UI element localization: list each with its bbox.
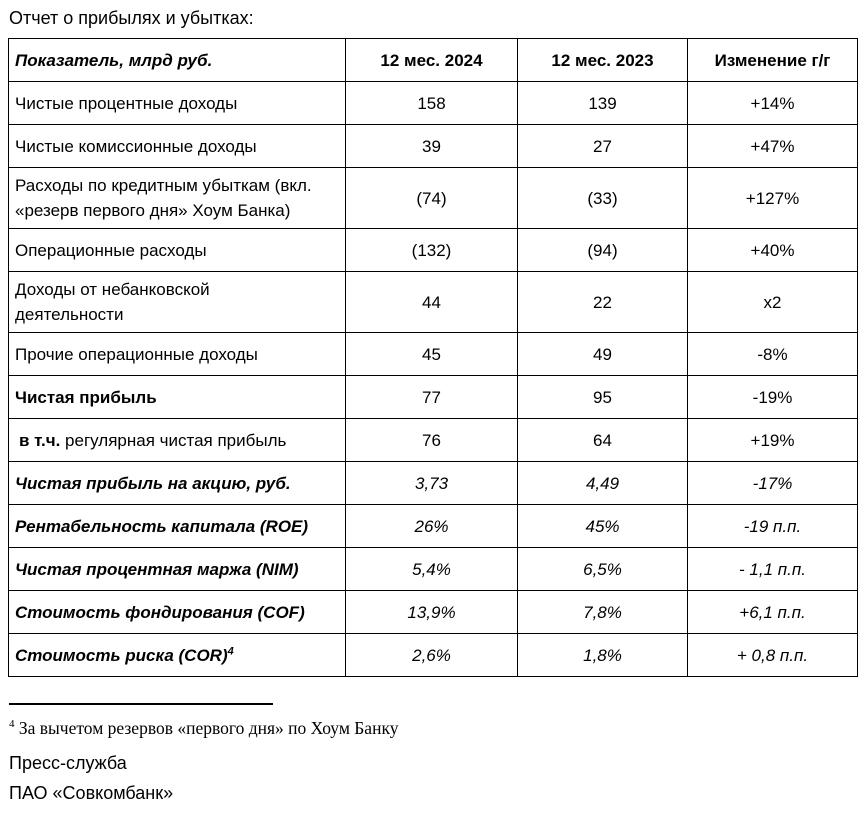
cell-change-yoy: +14% [688, 82, 858, 125]
table-row [9, 229, 858, 272]
cell-change-yoy: -17% [688, 462, 858, 505]
cell-change-yoy: + 0,8 п.п. [688, 634, 858, 677]
cell-12m-2024: 26% [346, 505, 518, 548]
table-header-row [9, 39, 858, 82]
table-row [9, 376, 858, 419]
cell-12m-2024: 76 [346, 419, 518, 462]
table-row [9, 82, 858, 125]
cell-change-yoy: +40% [688, 229, 858, 272]
cell-12m-2024: 158 [346, 82, 518, 125]
cell-12m-2024: 13,9% [346, 591, 518, 634]
table-row [9, 168, 858, 229]
cell-change-yoy: - 1,1 п.п. [688, 548, 858, 591]
page-title: Отчет о прибылях и убытках: [9, 8, 254, 28]
cell-indicator: Прочие операционные доходы [9, 333, 346, 376]
cell-indicator: Операционные расходы [9, 229, 346, 272]
cell-12m-2024: 45 [346, 333, 518, 376]
cell-indicator: Чистая прибыль [9, 376, 346, 419]
cell-indicator: Расходы по кредитным убыткам (вкл. «резерв первого дня» Хоум Банка) [9, 168, 346, 229]
footnote-superscript: 4 [9, 718, 15, 731]
cell-12m-2024: (74) [346, 168, 518, 229]
table-row [9, 125, 858, 168]
footnote-separator [9, 703, 273, 705]
footnote-text: За вычетом резервов «первого дня» по Хоум Банку [14, 718, 399, 738]
cell-12m-2024: 2,6% [346, 634, 518, 677]
table-row [9, 462, 858, 505]
cell-indicator: в т.ч. регулярная чистая прибыль [9, 419, 346, 462]
header-12m-2023: 12 мес. 2023 [518, 39, 688, 82]
cell-12m-2023: 139 [518, 82, 688, 125]
cell-12m-2023: 4,49 [518, 462, 688, 505]
cell-indicator: Чистые комиссионные доходы [9, 125, 346, 168]
footnote [9, 716, 858, 740]
cell-change-yoy: -19 п.п. [688, 505, 858, 548]
cell-indicator: Доходы от небанковской деятельности [9, 272, 346, 333]
table-row [9, 548, 858, 591]
cell-indicator: Стоимость риска (COR)$^4$ [9, 634, 346, 677]
cell-indicator: Чистые процентные доходы [9, 82, 346, 125]
cell-change-yoy: -19% [688, 376, 858, 419]
table-row [9, 419, 858, 462]
table-row [9, 272, 858, 333]
cell-indicator: Стоимость фондирования (COF) [9, 591, 346, 634]
cell-12m-2023: 64 [518, 419, 688, 462]
cell-indicator: Чистая прибыль на акцию, руб. [9, 462, 346, 505]
label-superscript: 4 [227, 644, 234, 657]
cell-change-yoy: x2 [688, 272, 858, 333]
header-12m-2024: 12 мес. 2024 [346, 39, 518, 82]
cell-change-yoy: +127% [688, 168, 858, 229]
press-office-line: Пресс-служба [9, 753, 127, 773]
header-change-yoy: Изменение г/г [688, 39, 858, 82]
header-indicator: Показатель, млрд руб. [9, 39, 346, 82]
cell-12m-2024: 39 [346, 125, 518, 168]
cell-12m-2024: 3,73 [346, 462, 518, 505]
cell-12m-2024: 44 [346, 272, 518, 333]
cell-change-yoy: -8% [688, 333, 858, 376]
table-row [9, 634, 858, 677]
cell-12m-2023: 7,8% [518, 591, 688, 634]
cell-indicator: Рентабельность капитала (ROE) [9, 505, 346, 548]
cell-indicator: Чистая процентная маржа (NIM) [9, 548, 346, 591]
cell-12m-2023: 22 [518, 272, 688, 333]
cell-12m-2023: 49 [518, 333, 688, 376]
company-line: ПАО «Совкомбанк» [9, 783, 174, 803]
pnl-table-body [9, 82, 858, 677]
table-row [9, 333, 858, 376]
cell-12m-2023: 45% [518, 505, 688, 548]
cell-12m-2023: 95 [518, 376, 688, 419]
cell-12m-2023: 6,5% [518, 548, 688, 591]
cell-12m-2023: (33) [518, 168, 688, 229]
table-row [9, 505, 858, 548]
pnl-table [8, 38, 858, 677]
cell-12m-2024: 5,4% [346, 548, 518, 591]
cell-change-yoy: +19% [688, 419, 858, 462]
cell-12m-2023: (94) [518, 229, 688, 272]
cell-change-yoy: +47% [688, 125, 858, 168]
cell-change-yoy: +6,1 п.п. [688, 591, 858, 634]
cell-12m-2023: 27 [518, 125, 688, 168]
label-bold-part: в т.ч. [19, 430, 61, 450]
cell-12m-2023: 1,8% [518, 634, 688, 677]
cell-12m-2024: (132) [346, 229, 518, 272]
cell-12m-2024: 77 [346, 376, 518, 419]
table-row [9, 591, 858, 634]
